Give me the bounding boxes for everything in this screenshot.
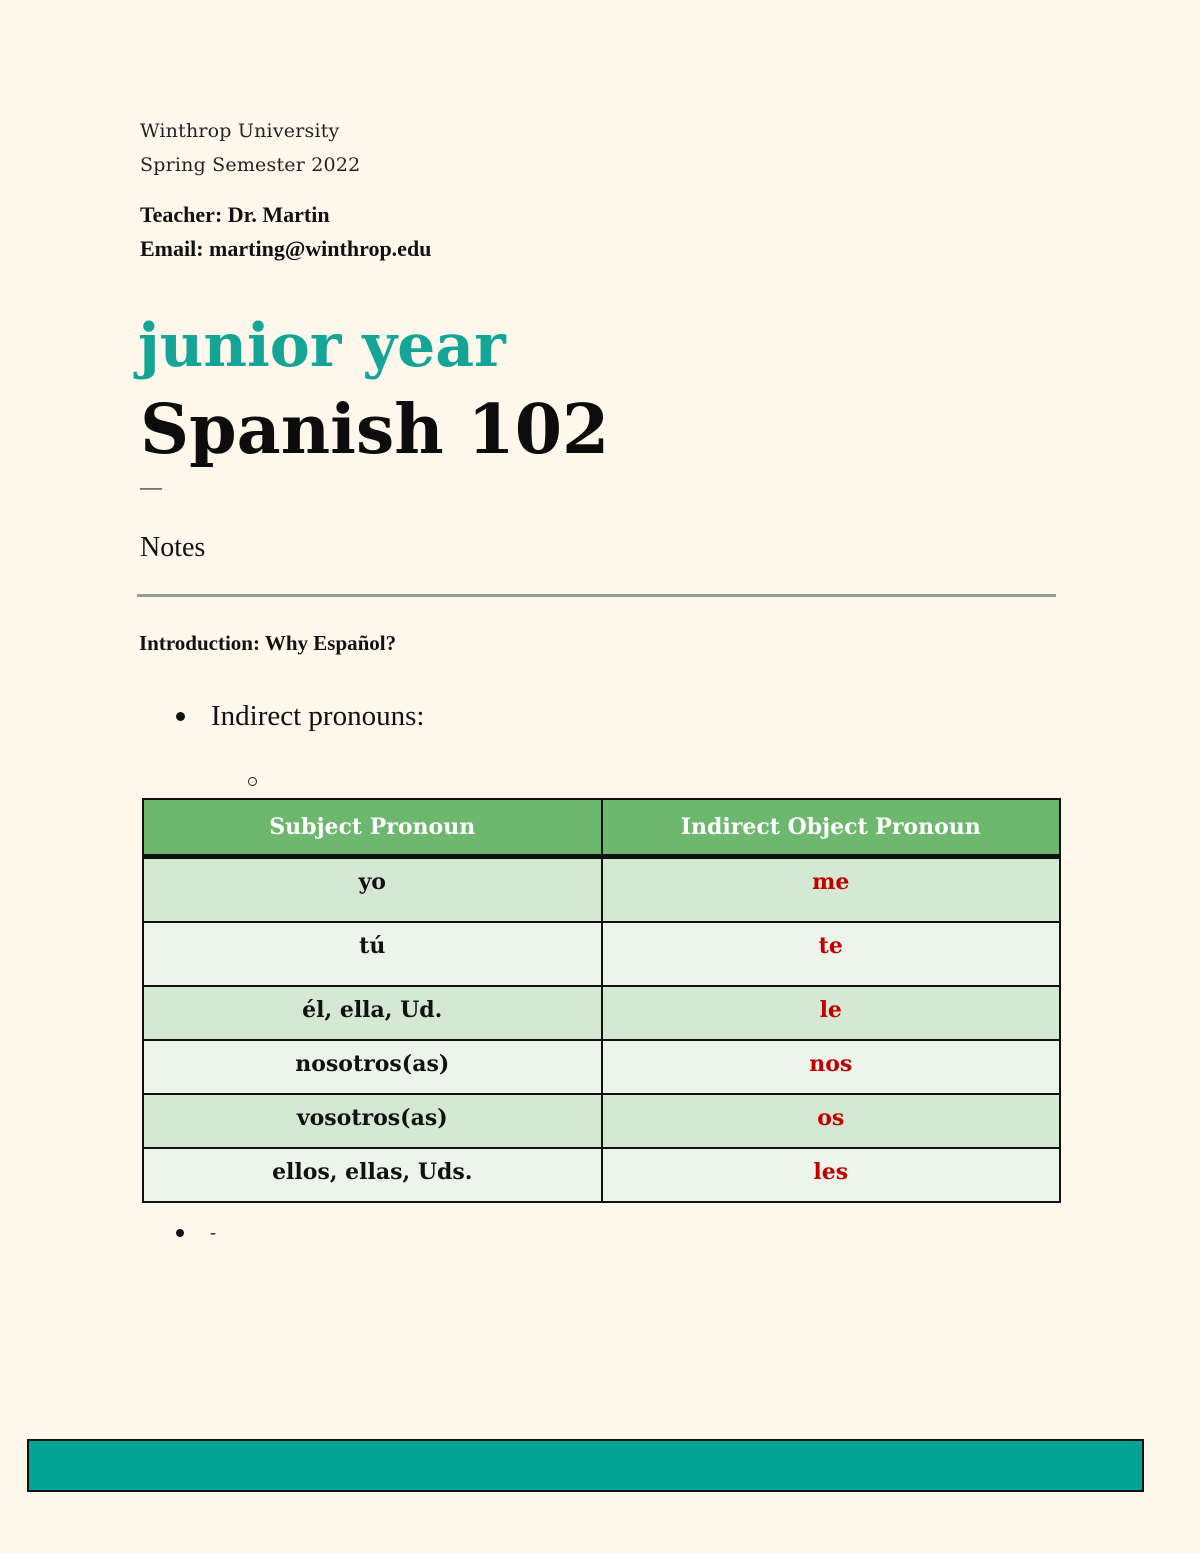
table-row xyxy=(143,1148,1060,1202)
subject-cell: ellos, ellas, Uds. xyxy=(143,1148,602,1202)
teacher-email: Email: marting@winthrop.edu xyxy=(140,236,432,261)
pronoun-table xyxy=(142,798,1061,1203)
object-cell: me xyxy=(602,857,1061,923)
university-name: Winthrop University xyxy=(140,120,340,142)
header-block xyxy=(140,114,360,182)
subject-cell: yo xyxy=(143,857,602,923)
bullet-item xyxy=(176,700,424,733)
table-header-row xyxy=(143,799,1060,857)
object-cell: nos xyxy=(602,1040,1061,1094)
bullet-text: Indirect pronouns: xyxy=(211,700,425,732)
page-subtitle: junior year xyxy=(138,311,506,381)
object-cell: te xyxy=(602,922,1061,986)
semester: Spring Semester 2022 xyxy=(140,154,361,176)
title-dash: — xyxy=(140,474,162,499)
subject-cell: vosotros(as) xyxy=(143,1094,602,1148)
bullet-dot-icon xyxy=(176,712,185,721)
subject-cell: él, ella, Ud. xyxy=(143,986,602,1040)
teacher-name: Teacher: Dr. Martin xyxy=(140,202,330,227)
object-cell: os xyxy=(602,1094,1061,1148)
circle-bullet-icon xyxy=(248,777,257,786)
object-cell: les xyxy=(602,1148,1061,1202)
bullet-text: - xyxy=(210,1222,216,1242)
table-row xyxy=(143,1094,1060,1148)
table-row xyxy=(143,922,1060,986)
object-cell: le xyxy=(602,986,1061,1040)
bullet-dot-icon xyxy=(176,1229,184,1237)
section-heading: Notes xyxy=(140,532,206,563)
page-title: Spanish 102 xyxy=(140,390,610,470)
subject-cell: nosotros(as) xyxy=(143,1040,602,1094)
footer-bar xyxy=(27,1439,1144,1492)
subject-cell: tú xyxy=(143,922,602,986)
table-row xyxy=(143,1040,1060,1094)
column-header-indirect-object: Indirect Object Pronoun xyxy=(602,799,1061,857)
table-row xyxy=(143,857,1060,923)
contact-block xyxy=(140,198,431,266)
bullet-item xyxy=(176,1222,216,1243)
table-row xyxy=(143,986,1060,1040)
intro-heading: Introduction: Why Español? xyxy=(139,631,397,655)
horizontal-divider xyxy=(137,594,1056,597)
column-header-subject: Subject Pronoun xyxy=(143,799,602,857)
